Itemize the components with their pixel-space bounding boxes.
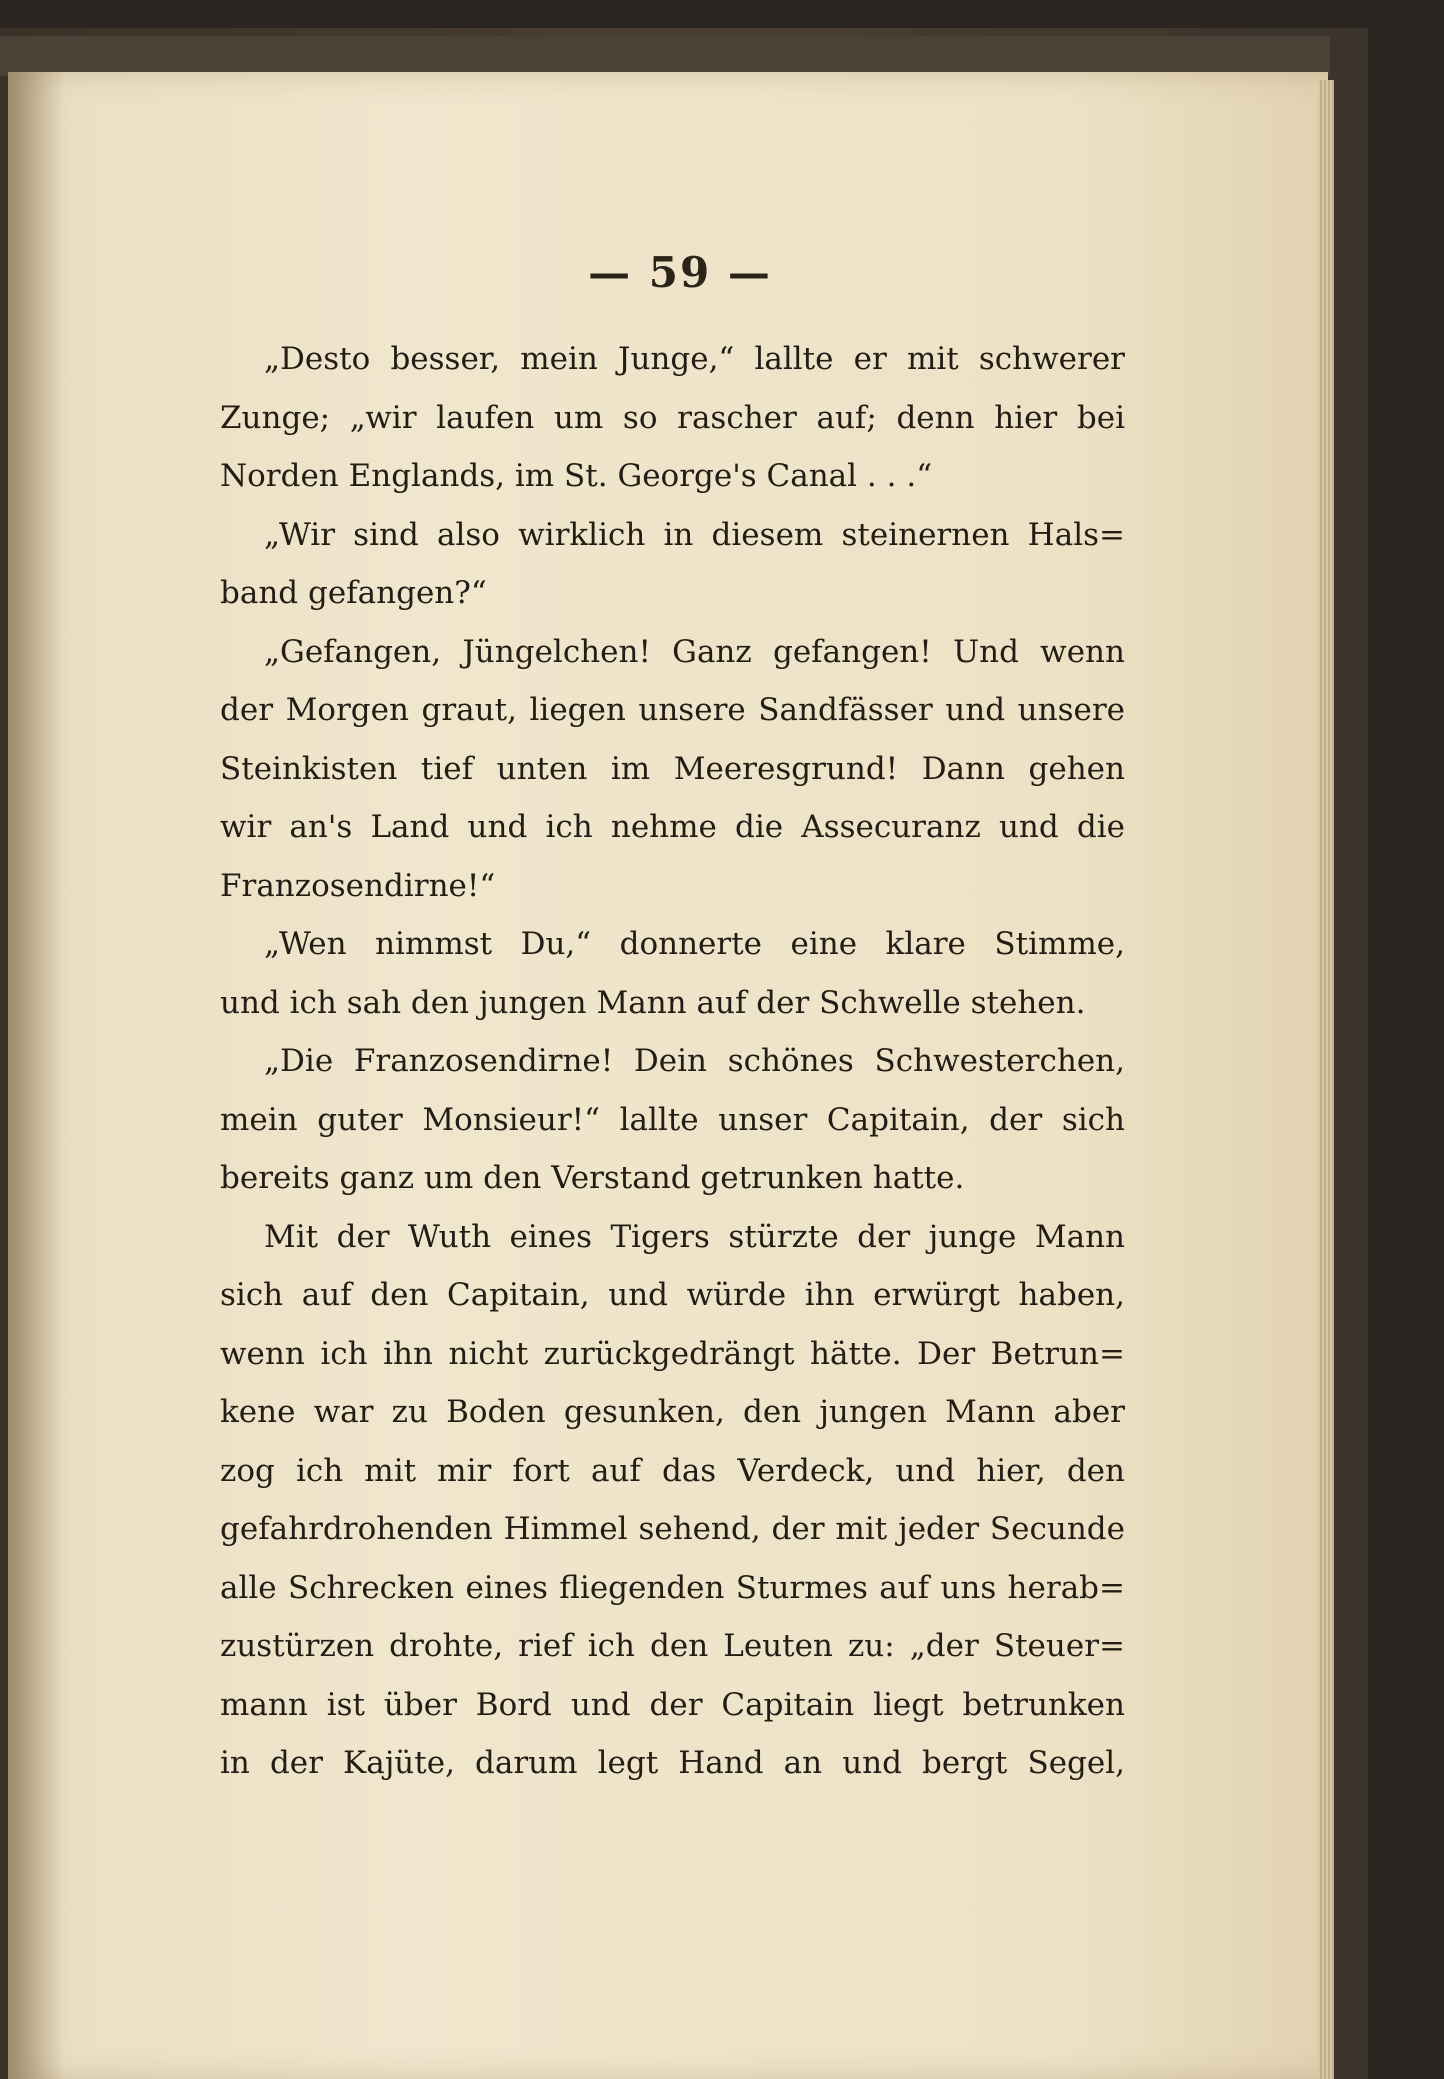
page-gutter-shadow — [8, 72, 64, 2079]
text-line: „Desto besser, mein Junge,“ lallte er mit schwerer — [264, 341, 1125, 377]
text-line: zog ich mit mir fort auf das Verdeck, und hier, den — [220, 1452, 1125, 1489]
text-line: mein guter Monsieur!“ lallte unser Capitain, der sich — [220, 1101, 1125, 1138]
text-line: und ich sah den jungen Mann auf der Schwelle stehen. — [220, 984, 1086, 1021]
text-line: wir an's Land und ich nehme die Assecuranz und die — [220, 809, 1125, 845]
text-line: sich auf den Capitain, und würde ihn erwürgt haben, — [220, 1277, 1125, 1313]
text-line: der Morgen graut, liegen unsere Sandfässer und unsere — [220, 692, 1125, 728]
text-line: in der Kajüte, darum legt Hand an und bergt Segel, — [220, 1745, 1125, 1781]
text-line: „Wir sind also wirklich in diesem steinernen Hals= — [264, 516, 1125, 553]
text-line: Norden Englands, im St. George's Canal . . .“ — [220, 458, 933, 494]
text-line: alle Schrecken eines fliegenden Sturmes auf uns herab= — [220, 1569, 1125, 1606]
text-line: zustürzen drohte, rief ich den Leuten zu: „der Steuer= — [220, 1628, 1125, 1664]
text-line: kene war zu Boden gesunken, den jungen Mann aber — [220, 1394, 1125, 1430]
text-line: Zunge; „wir laufen um so rascher auf; denn hier bei — [220, 399, 1125, 436]
page-text-body — [220, 330, 1125, 1793]
text-line: „Die Franzosendirne! Dein schönes Schwesterchen, — [264, 1043, 1125, 1079]
text-line: „Wen nimmst Du,“ donnerte eine klare Stimme, — [264, 926, 1125, 962]
text-line: Mit der Wuth eines Tigers stürzte der junge Mann — [264, 1218, 1125, 1255]
text-line: gefahrdrohenden Himmel sehend, der mit jeder Secunde — [220, 1511, 1125, 1547]
text-line: Steinkisten tief unten im Meeresgrund! Dann gehen — [220, 750, 1125, 787]
text-line: band gefangen?“ — [220, 575, 487, 611]
text-line: mann ist über Bord und der Capitain liegt betrunken — [220, 1686, 1125, 1723]
text-line: Franzosendirne!“ — [220, 867, 496, 904]
page-edges — [1318, 80, 1334, 2079]
text-line: „Gefangen, Jüngelchen! Ganz gefangen! Und wenn — [264, 633, 1125, 670]
page-number: — 59 — — [588, 248, 772, 297]
text-line: wenn ich ihn nicht zurückgedrängt hätte. Der Betrun= — [220, 1335, 1125, 1372]
text-line: bereits ganz um den Verstand getrunken hatte. — [220, 1160, 965, 1196]
book-binding-edge — [0, 36, 1330, 76]
